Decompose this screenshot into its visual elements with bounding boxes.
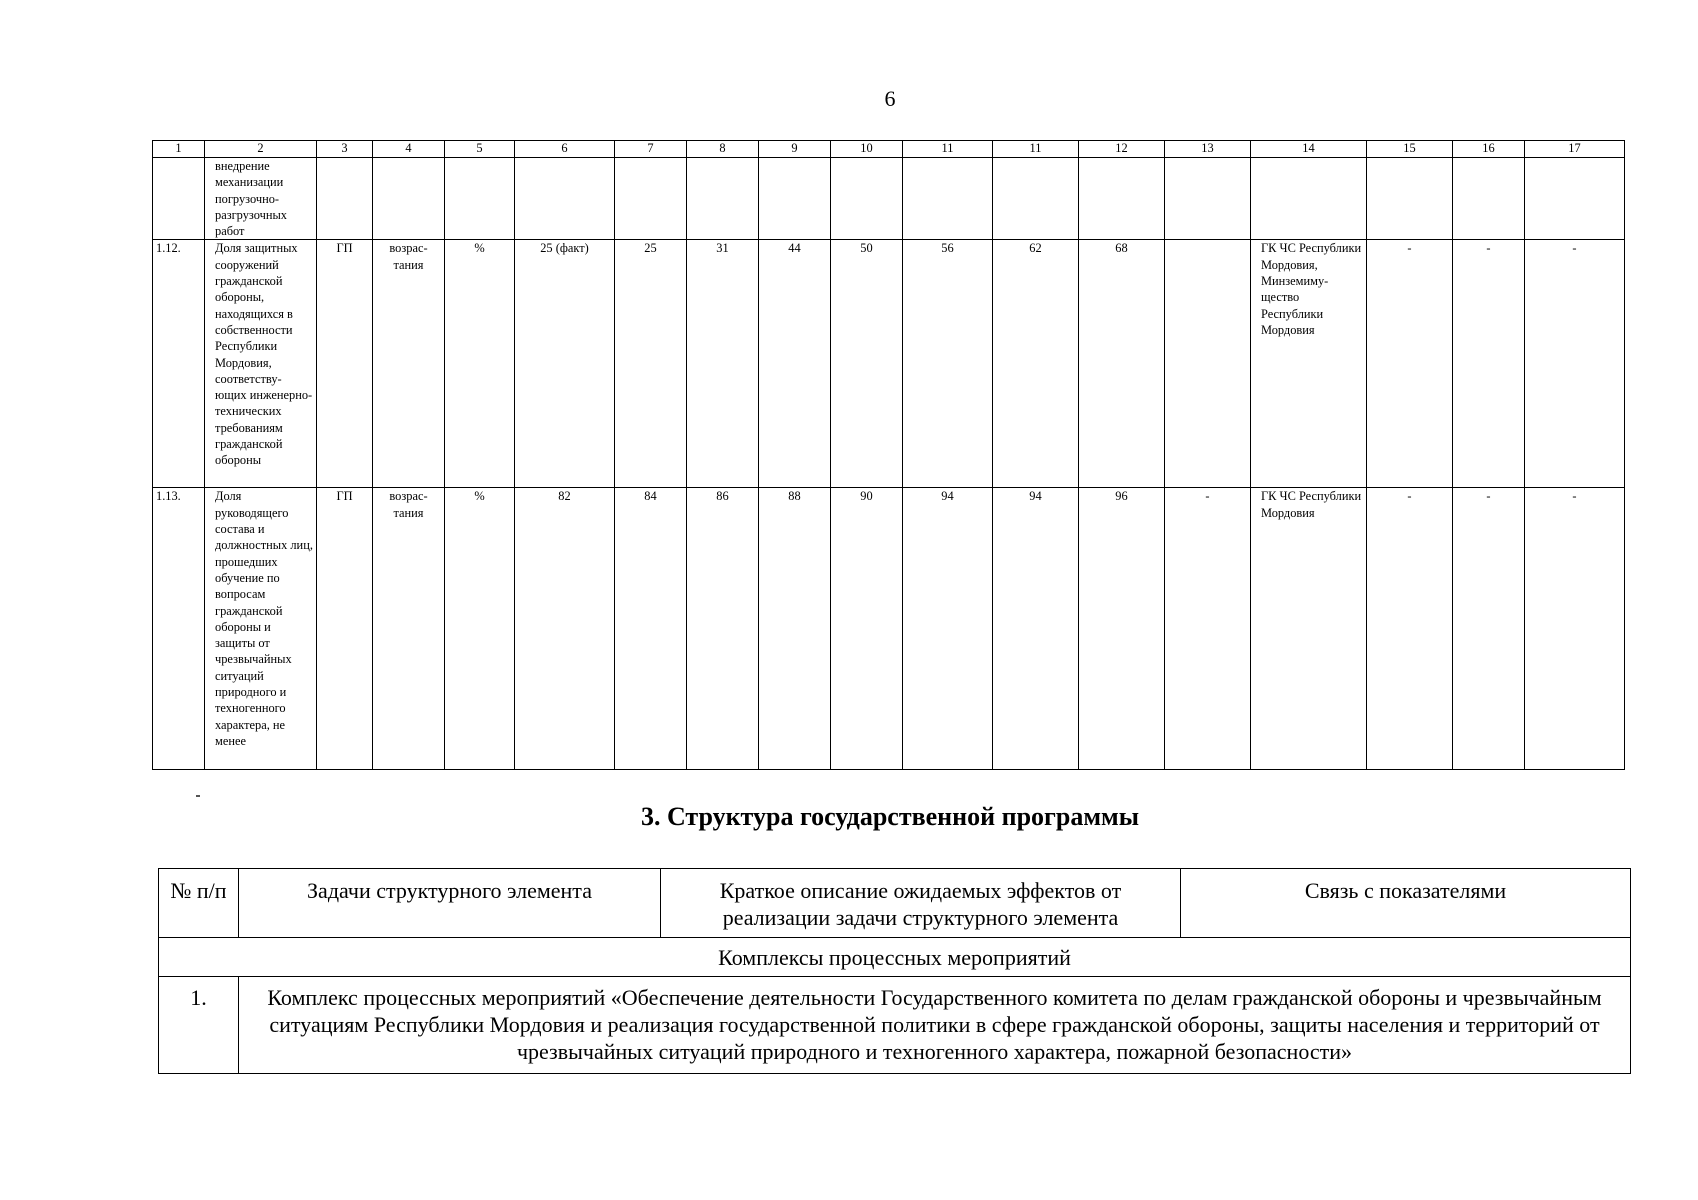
value-cell: - <box>1525 240 1625 488</box>
scan-speck <box>196 795 200 797</box>
value-cell: - <box>1367 488 1453 770</box>
column-number: 12 <box>1079 141 1165 158</box>
indicator-unit: % <box>445 488 515 770</box>
column-number: 4 <box>373 141 445 158</box>
column-number: 16 <box>1453 141 1525 158</box>
value-cell: 44 <box>759 240 831 488</box>
table-row <box>159 977 1631 1074</box>
responsible-cell: ГК ЧС Республики Мордовия, Минземиму-щество Республики Мордовия <box>1251 240 1367 488</box>
table-row <box>153 240 1625 488</box>
value-cell: 62 <box>993 240 1079 488</box>
header-effects: Краткое описание ожидаемых эффектов от реализации задачи структурного элемента <box>661 869 1181 938</box>
header-tasks: Задачи структурного элемента <box>239 869 661 938</box>
structure-subheader-row <box>159 938 1631 977</box>
table-row <box>153 488 1625 770</box>
value-cell: 86 <box>687 488 759 770</box>
structure-table <box>158 868 1631 1074</box>
section-title: 3. Структура государственной программы <box>640 802 1140 831</box>
column-number: 11 <box>903 141 993 158</box>
row-number: 1.12. <box>153 240 205 488</box>
item-text: Комплекс процессных мероприятий «Обеспечение деятельности Государственного комитета по делам гражданской обороны и чрезвычайным ситуациям Республики Мордовия и реализация государственной политики в сфере гражданской обороны, защиты населения и территорий от чрезвычайных ситуаций природного и техногенного характера, пожарной безопасности» <box>239 977 1631 1074</box>
column-number: 1 <box>153 141 205 158</box>
indicator-level: ГП <box>317 488 373 770</box>
subheader: Комплексы процессных мероприятий <box>159 938 1631 977</box>
value-cell: - <box>1525 488 1625 770</box>
column-number: 3 <box>317 141 373 158</box>
page-number: 6 <box>884 86 896 111</box>
value-cell: 68 <box>1079 240 1165 488</box>
value-cell: 94 <box>903 488 993 770</box>
value-cell: 96 <box>1079 488 1165 770</box>
indicator-base: 82 <box>515 488 615 770</box>
column-number: 17 <box>1525 141 1625 158</box>
table-row <box>153 158 1625 240</box>
indicator-base: 25 (факт) <box>515 240 615 488</box>
value-cell: 50 <box>831 240 903 488</box>
value-cell <box>1165 240 1251 488</box>
value-cell: 84 <box>615 488 687 770</box>
row-number: 1.13. <box>153 488 205 770</box>
column-number: 15 <box>1367 141 1453 158</box>
responsible-cell: ГК ЧС Республики Мордовия <box>1251 488 1367 770</box>
column-number: 7 <box>615 141 687 158</box>
value-cell: - <box>1165 488 1251 770</box>
column-number: 2 <box>205 141 317 158</box>
header-link: Связь с показателями <box>1181 869 1631 938</box>
indicators-table <box>152 140 1625 770</box>
structure-header-row <box>159 869 1631 938</box>
column-number: 14 <box>1251 141 1367 158</box>
value-cell: - <box>1367 240 1453 488</box>
item-number: 1. <box>159 977 239 1074</box>
indicator-level: ГП <box>317 240 373 488</box>
value-cell: - <box>1453 240 1525 488</box>
column-number: 8 <box>687 141 759 158</box>
value-cell: 94 <box>993 488 1079 770</box>
column-number: 5 <box>445 141 515 158</box>
column-number: 10 <box>831 141 903 158</box>
column-number-row <box>153 141 1625 158</box>
column-number: 11 <box>993 141 1079 158</box>
value-cell: 88 <box>759 488 831 770</box>
value-cell: 25 <box>615 240 687 488</box>
header-num: № п/п <box>159 869 239 938</box>
value-cell: 31 <box>687 240 759 488</box>
indicator-trend: возрас-тания <box>373 488 445 770</box>
indicator-name: внедрение механизации погрузочно-разгрузочных работ <box>205 158 317 240</box>
value-cell: 56 <box>903 240 993 488</box>
column-number: 13 <box>1165 141 1251 158</box>
indicator-name: Доля руководящего состава и должностных лиц, прошедших обучение по вопросам гражданской обороны и защиты от чрезвычайных ситуаций природного и техногенного характера, не менее <box>205 488 317 770</box>
column-number: 6 <box>515 141 615 158</box>
value-cell: - <box>1453 488 1525 770</box>
indicator-unit: % <box>445 240 515 488</box>
column-number: 9 <box>759 141 831 158</box>
indicator-trend: возрас-тания <box>373 240 445 488</box>
indicator-name: Доля защитных сооружений гражданской обороны, находящихся в собственности Республики Мордовия, соответству-ющих инженерно-технических требованиям гражданской обороны <box>205 240 317 488</box>
value-cell: 90 <box>831 488 903 770</box>
